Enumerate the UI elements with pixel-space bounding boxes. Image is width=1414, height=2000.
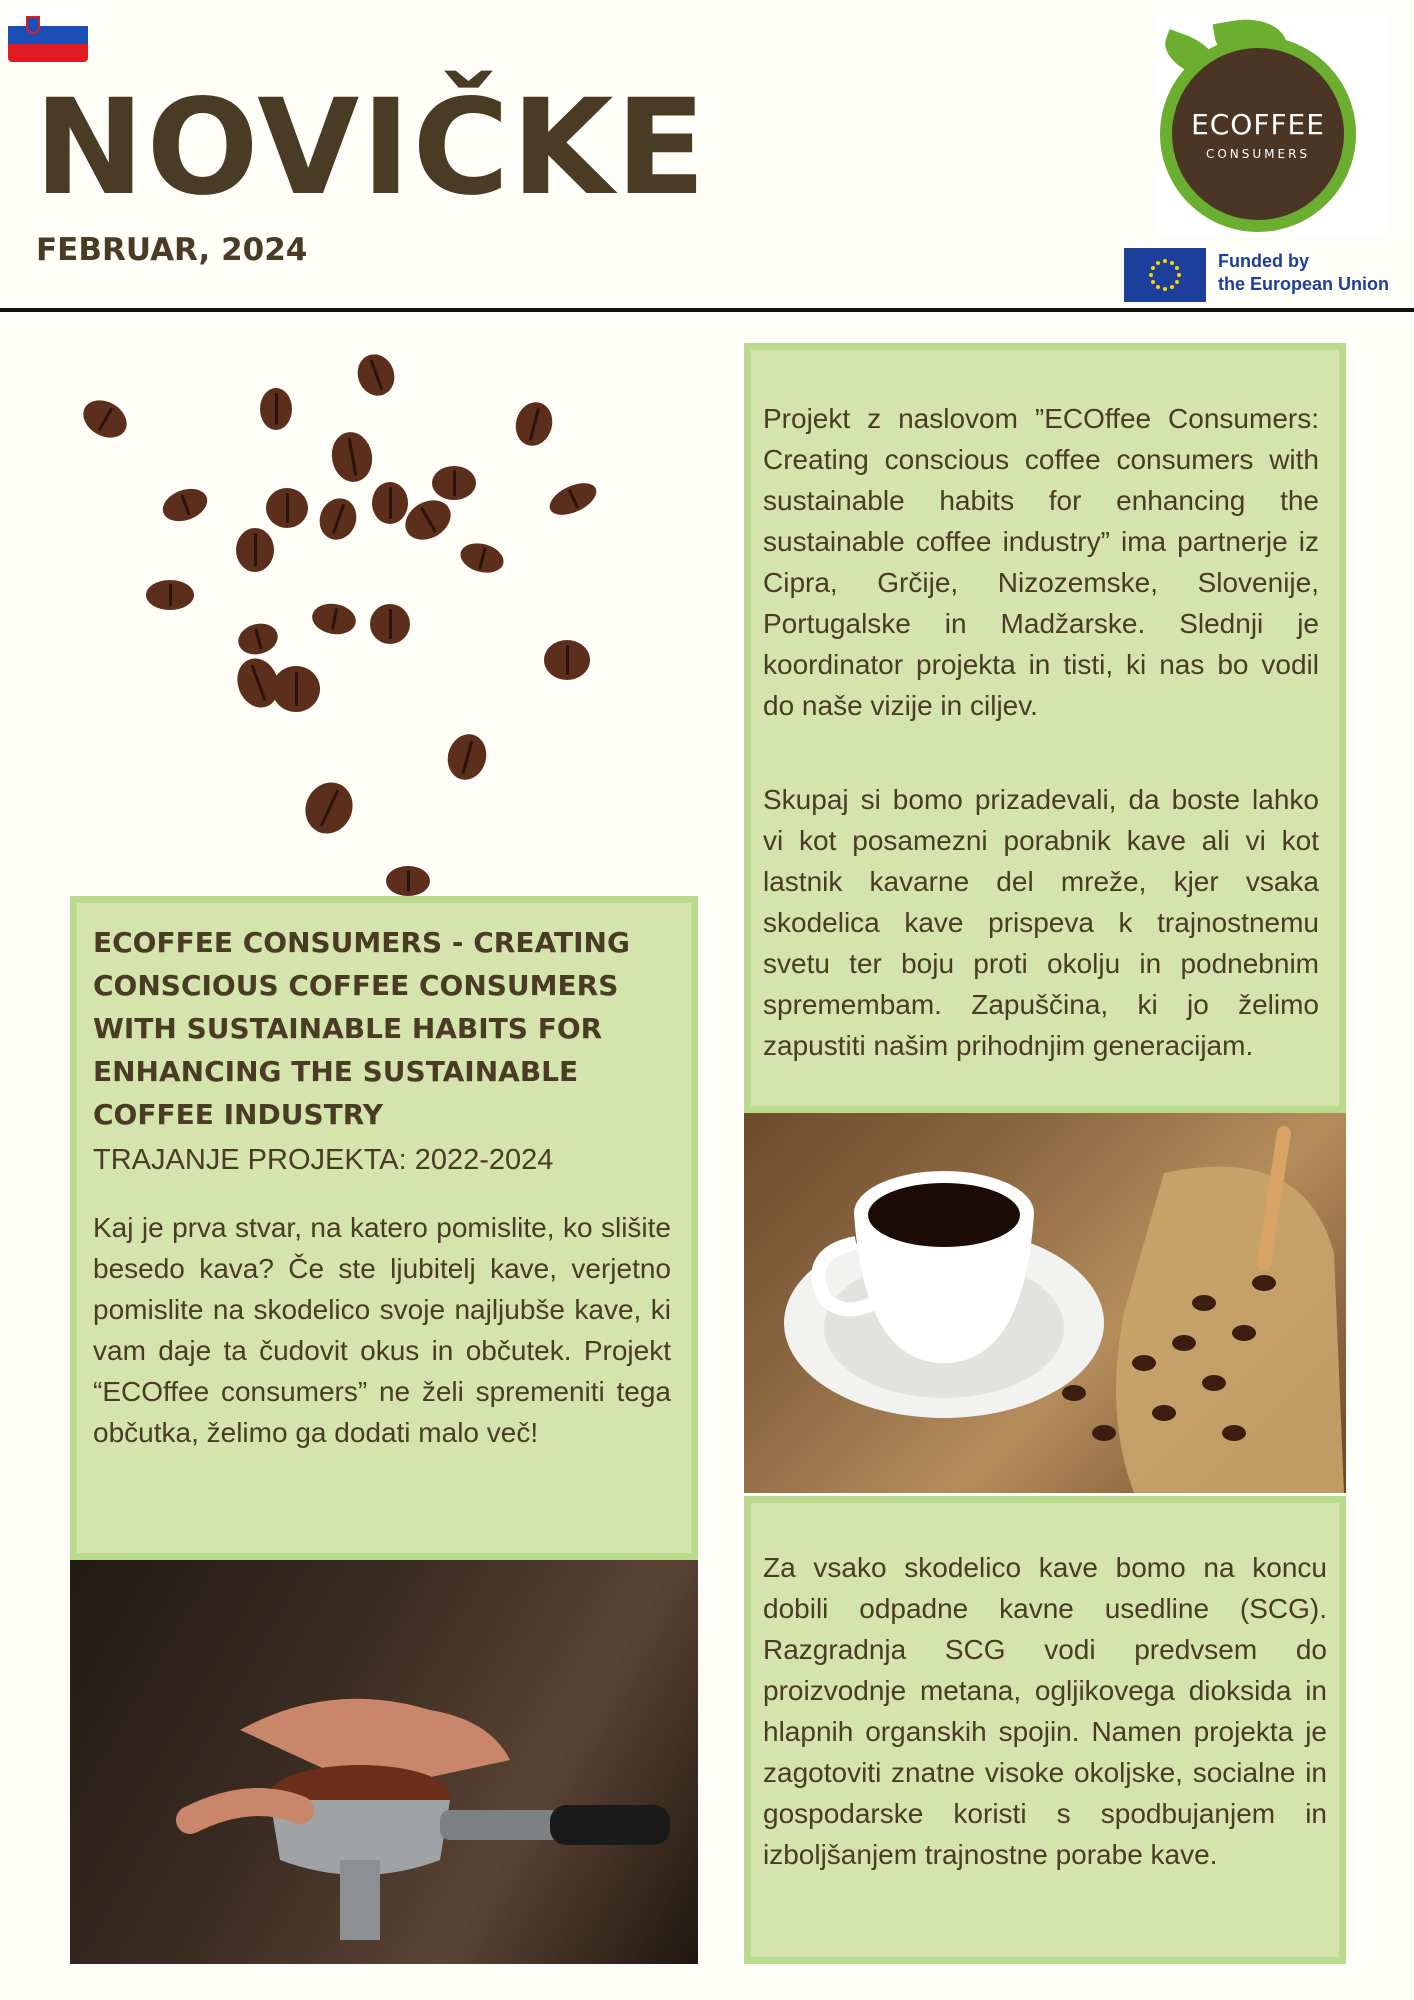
logo-wordmark: ECOFFEE [1191,107,1325,141]
ecoffee-logo [1156,14,1390,236]
mission-paragraph: Skupaj si bomo prizadevali, da boste lahko vi kot posamezni porabnik kave ali vi kot lastnik kavarne del mreže, kjer vsaka skodelica kave prispeva k trajnostnemu svetu ter boju proti okolju in podnebnim spremembam. Zapuščina, ki jo želimo zapustiti našim prihodnjim generacijam. [763,784,1319,1061]
project-headline: ECOFFEE CONSUMERS - CREATING CONSCIOUS COFFEE CONSUMERS WITH SUSTAINABLE HABITS FOR ENHANCING THE SUSTAINABLE COFFEE INDUSTRY [93,926,630,1131]
partners-paragraph: Projekt z naslovom ”ECOffee Consumers: Creating conscious coffee consumers with sustainable habits for enhancing the sustainable coffee industry” ima partnerje iz Cipra, Grčije, Nizozemske, Slovenije, Portugalske in Madžarske. Slednji je koordinator projekta in tisti, ki nas bo vodil do naše vizije in ciljev. [763,403,1319,721]
slovenia-flag-icon [8,8,88,62]
issue-date: FEBRUAR, 2024 [36,232,308,268]
header-divider [0,308,1414,312]
page-title: NOVIČKE [34,71,708,225]
eu-funded-line2: the European Union [1218,274,1389,294]
eu-funding-badge [1124,246,1402,304]
logo-subtitle: CONSUMERS [1205,146,1311,161]
project-duration: TRAJANJE PROJEKTA: 2022-2024 [93,1144,554,1176]
scg-panel [744,1496,1346,1964]
eu-flag-icon [1124,248,1206,302]
scg-paragraph: Za vsako skodelico kave bomo na koncu dobili odpadne kavne usedline (SCG). Razgradnja SCG vodi predvsem do proizvodnje metana, ogljikovega dioksida in hlapnih organskih spojin. Namen projekta je zagotoviti znatne visoke okoljske, socialne in gospodarske koristi s spodbujanjem in izboljšanjem trajnostne porabe kave. [763,1552,1327,1870]
project-partners-panel [744,343,1346,1113]
intro-paragraph: Kaj je prva stvar, na katero pomislite, ko slišite besedo kava? Če ste ljubitelj kave, verjetno pomislite na skodelico svoje najljubše kave, ki vam daje ta čudovit okus in občutek. Projekt “ECOffee consumers” ne želi spremeniti tega občutka, želimo ga dodati malo več! [93,1212,671,1448]
project-summary-panel [70,896,698,1560]
coffee-beans-image [70,340,710,896]
eu-funded-line1: Funded by [1218,251,1309,271]
espresso-tamping-photo [70,1560,698,1964]
coffee-cup-photo [744,1113,1346,1493]
